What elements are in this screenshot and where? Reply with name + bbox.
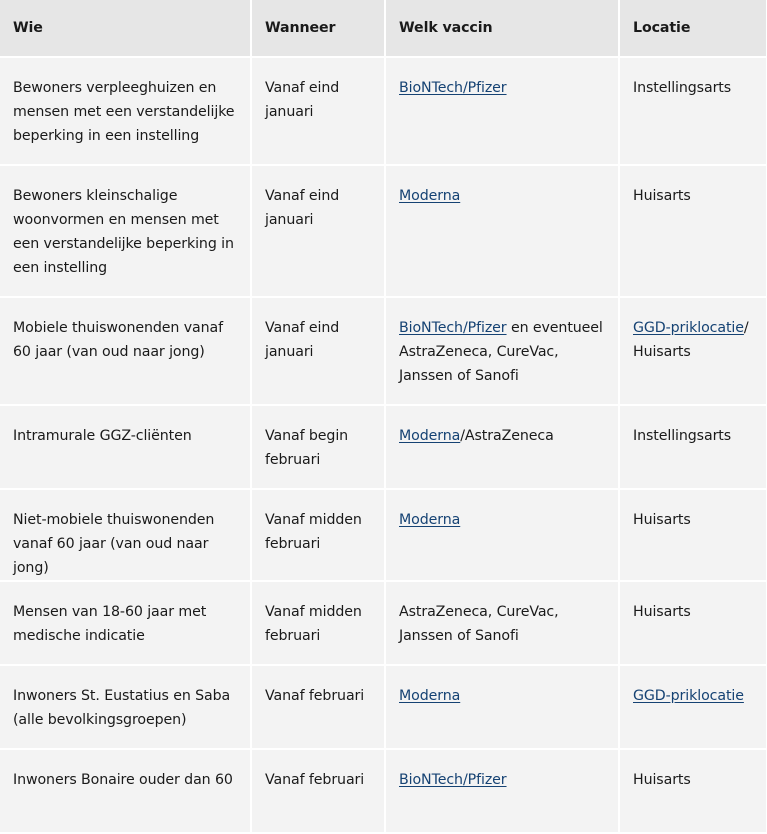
location-cell: Huisarts bbox=[619, 489, 767, 581]
table-row bbox=[0, 665, 767, 749]
who-cell: Inwoners Bonaire ouder dan 60 bbox=[0, 749, 251, 833]
table-row bbox=[0, 297, 767, 405]
vaccine-cell bbox=[385, 749, 619, 833]
location-cell bbox=[619, 297, 767, 405]
vaccine-cell bbox=[385, 297, 619, 405]
who-cell: Mensen van 18-60 jaar met medische indicatie bbox=[0, 581, 251, 665]
when-cell: Vanaf begin februari bbox=[251, 405, 385, 489]
location-text: / Huisarts bbox=[633, 320, 749, 360]
when-cell: Vanaf eind januari bbox=[251, 165, 385, 297]
location-cell: Instellingsarts bbox=[619, 57, 767, 165]
vaccine-cell bbox=[385, 665, 619, 749]
when-cell: Vanaf eind januari bbox=[251, 297, 385, 405]
when-cell: Vanaf februari bbox=[251, 749, 385, 833]
table-row bbox=[0, 749, 767, 833]
header-vaccine: Welk vaccin bbox=[385, 0, 619, 57]
who-cell: Inwoners St. Eustatius en Saba (alle bevolkingsgroepen) bbox=[0, 665, 251, 749]
location-cell: Huisarts bbox=[619, 165, 767, 297]
vaccine-cell: AstraZeneca, CureVac, Janssen of Sanofi bbox=[385, 581, 619, 665]
header-who: Wie bbox=[0, 0, 251, 57]
vaccine-cell bbox=[385, 165, 619, 297]
when-cell: Vanaf midden februari bbox=[251, 581, 385, 665]
who-cell: Bewoners kleinschalige woonvormen en mensen met een verstandelijke beperking in een instelling bbox=[0, 165, 251, 297]
location-link[interactable]: GGD-priklocatie bbox=[633, 688, 744, 704]
vaccine-link[interactable]: BioNTech/Pfizer bbox=[399, 80, 507, 96]
table-row bbox=[0, 165, 767, 297]
table-row bbox=[0, 405, 767, 489]
who-cell: Niet-mobiele thuiswonenden vanaf 60 jaar (van oud naar jong) bbox=[0, 489, 251, 581]
vaccine-text: en eventueel AstraZeneca, CureVac, Janssen of Sanofi bbox=[399, 320, 603, 384]
vaccine-link[interactable]: Moderna bbox=[399, 428, 461, 444]
vaccine-link[interactable]: Moderna bbox=[399, 188, 461, 204]
location-cell: Huisarts bbox=[619, 749, 767, 833]
vaccine-link[interactable]: BioNTech/Pfizer bbox=[399, 772, 507, 788]
location-cell: Huisarts bbox=[619, 581, 767, 665]
who-cell: Mobiele thuiswonenden vanaf 60 jaar (van oud naar jong) bbox=[0, 297, 251, 405]
vaccine-cell bbox=[385, 489, 619, 581]
when-cell: Vanaf midden februari bbox=[251, 489, 385, 581]
vaccine-text: /AstraZeneca bbox=[460, 428, 554, 444]
vaccine-cell bbox=[385, 57, 619, 165]
table-row bbox=[0, 489, 767, 581]
when-cell: Vanaf februari bbox=[251, 665, 385, 749]
who-cell: Bewoners verpleeghuizen en mensen met een verstandelijke beperking in een instelling bbox=[0, 57, 251, 165]
vaccine-cell bbox=[385, 405, 619, 489]
who-cell: Intramurale GGZ-cliënten bbox=[0, 405, 251, 489]
table-header-row bbox=[0, 0, 767, 57]
vaccine-link[interactable]: Moderna bbox=[399, 512, 461, 528]
header-when: Wanneer bbox=[251, 0, 385, 57]
vaccine-link[interactable]: BioNTech/Pfizer bbox=[399, 320, 507, 336]
table-row bbox=[0, 581, 767, 665]
location-link[interactable]: GGD-priklocatie bbox=[633, 320, 744, 336]
table-row bbox=[0, 57, 767, 165]
location-cell bbox=[619, 665, 767, 749]
location-cell: Instellingsarts bbox=[619, 405, 767, 489]
when-cell: Vanaf eind januari bbox=[251, 57, 385, 165]
header-location: Locatie bbox=[619, 0, 767, 57]
vaccine-link[interactable]: Moderna bbox=[399, 688, 461, 704]
